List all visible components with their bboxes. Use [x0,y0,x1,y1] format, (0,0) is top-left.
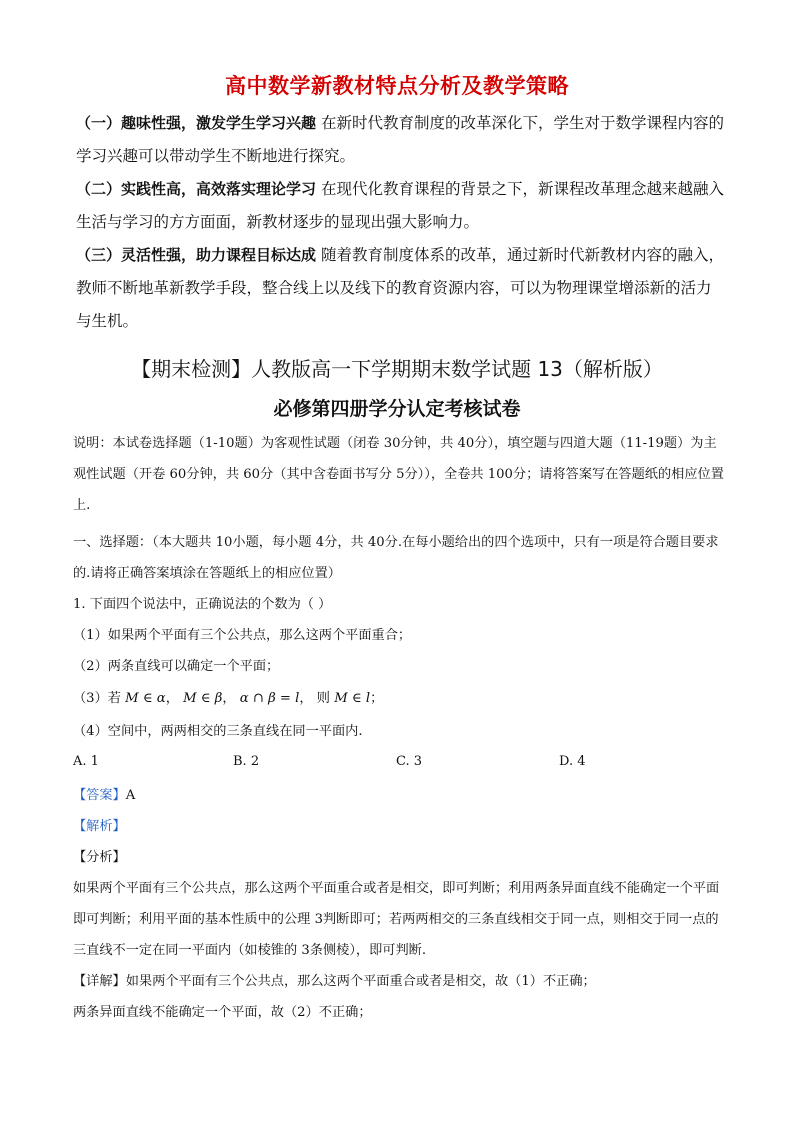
math-alpha-cap-beta: α ∩ β = l [239,691,300,706]
statement-3-then: 则 [316,691,330,706]
option-a: A. 1 [73,754,99,769]
answer-tag: 【答案】 [73,788,126,803]
fenxi-tag: 【分析】 [73,850,126,865]
exam-body [73,428,729,747]
math-m-in-alpha: M ∈ α [125,691,166,706]
analysis-line [73,811,729,842]
solution-section [73,780,729,1028]
option-c: C. 3 [396,754,423,769]
section-heading: 一、选择题：（本大题共 10小题，每小题 4分，共 40分.在每小题给出的四个选项中，只有一项是符合题目要求的.请将正确答案填涂在答题纸上的相应位置） [73,535,719,581]
fenxi-line [73,842,729,873]
detail-line-2: 两条异面直线不能确定一个平面，故（2）不正确； [73,1005,372,1020]
intro-lead-2: （二）实践性高，高效落实理论学习 [76,180,317,198]
statement-4: （4）空间中，两两相交的三条直线在同一平面内. [73,724,363,739]
intro-paragraph-2 [76,173,726,239]
statement-3: （3）若 M ∈ α， M ∈ β， α ∩ β = l， 则 M ∈ l； [73,691,384,706]
detail-tag: 【详解】 [73,974,126,989]
page-title: 高中数学新教材特点分析及教学策略 [225,74,569,98]
intro-text-1: 在新时代教育制度的改革深化下，学生对于数学课程内容的学习兴趣可以带动学生不断地进行探究。 [76,114,724,165]
intro-paragraph-1 [76,107,726,173]
option-b: B. 2 [233,754,260,769]
intro-text-2: 在现代化教育课程的背景之下，新课程改革理念越来越融入生活与学习的方方面面，新教材逐步的显现出强大影响力。 [76,180,724,231]
analysis-tag: 【解析】 [73,819,126,834]
detail-line-1 [73,966,729,997]
exam-title: 【期末检测】人教版高一下学期期末数学试题 13（解析版） [131,357,663,381]
statement-2: （2）两条直线可以确定一个平面； [73,659,280,674]
instructions: 说明：本试卷选择题（1-10题）为客观性试题（闭卷 30分钟，共 40分），填空题与四道大题（11-19题）为主观性试题（开卷 60分钟，共 60分（其中含卷面书写分 5分）），全卷共 100分；请将答案写在答题纸的相应位置上. [73,436,724,513]
intro-text-3: 随着教育制度体系的改革，通过新时代新教材内容的融入，教师不断地革新教学手段，整合线上以及线下的教育资源内容，可以为物理课堂增添新的活力与生机。 [76,246,724,330]
option-d: D. 4 [559,754,586,769]
math-m-in-beta: M ∈ β [183,691,223,706]
answer-value: A [125,788,136,803]
intro-section [76,107,726,338]
exam-subtitle: 必修第四册学分认定考核试卷 [273,398,521,420]
intro-lead-1: （一）趣味性强，激发学生学习兴趣 [76,114,317,132]
answer-options [73,750,733,778]
question-1: 1. 下面四个说法中，正确说法的个数为（ ） [73,597,332,612]
math-m-in-l: M ∈ l [334,691,371,706]
answer-line [73,780,729,811]
statement-1: （1）如果两个平面有三个公共点，那么这两个平面重合； [73,628,412,643]
fenxi-text: 如果两个平面有三个公共点，那么这两个平面重合或者是相交，即可判断；利用两条异面直线不能确定一个平面即可判断；利用平面的基本性质中的公理 3判断即可；若两两相交的三条直线相交于同一点，则相交于同一点的三直线不一定在同一平面内（如棱锥的 3条侧棱），即可判断. [73,881,720,958]
intro-paragraph-3 [76,239,726,338]
detail-text-1: 如果两个平面有三个公共点，那么这两个平面重合或者是相交，故（1）不正确； [125,974,596,989]
statement-3-prefix: （3）若 [73,691,121,706]
intro-lead-3: （三）灵活性强，助力课程目标达成 [76,246,317,264]
